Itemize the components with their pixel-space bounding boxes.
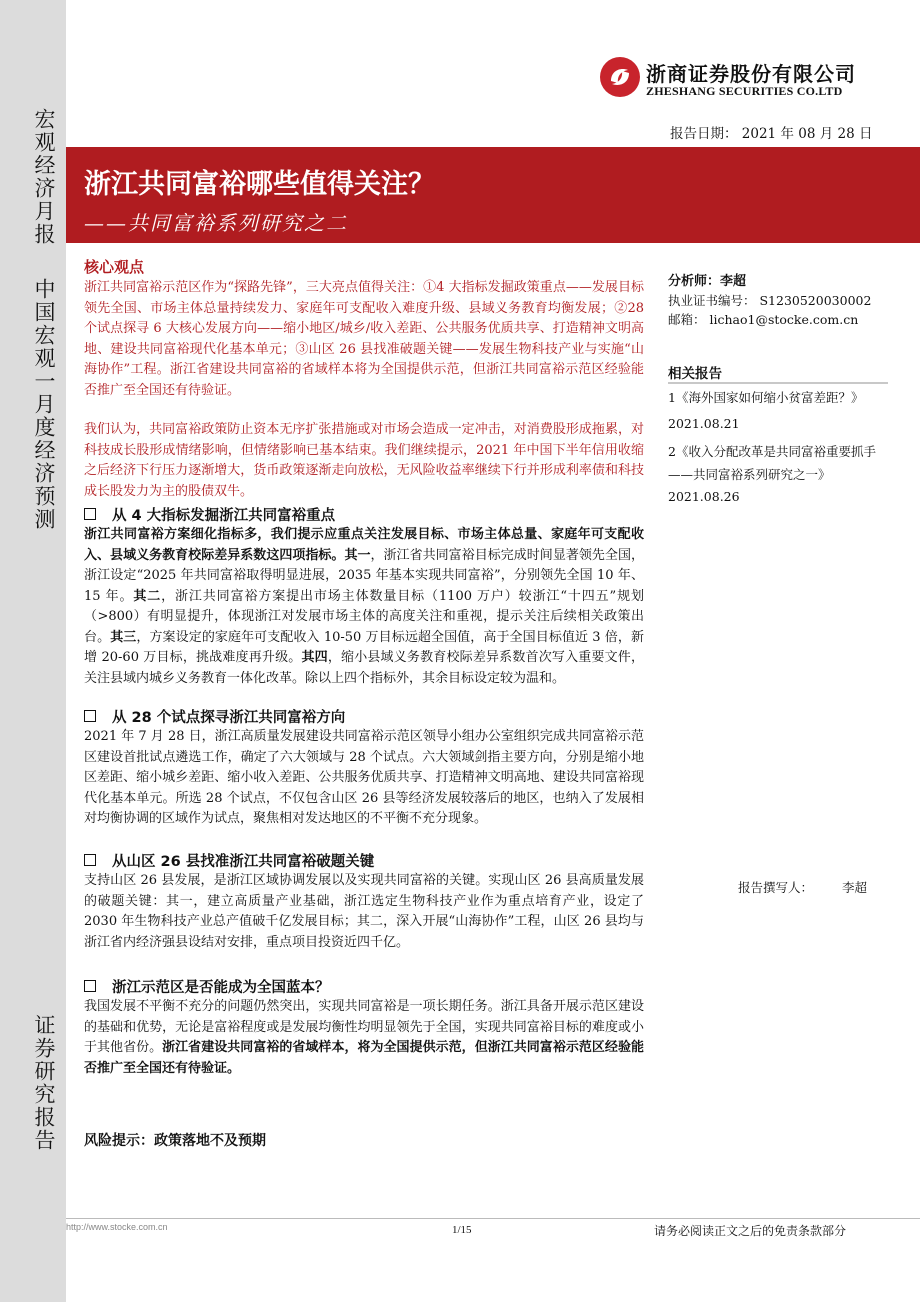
point-text-3: ，方案设定的家庭年可支配收入 10-50 万目标远超全国值，高于全国目标值近 3 倍，新增 20-60 万目标，挑战难度再升级。 <box>84 629 644 665</box>
point-text-1: ，浙江省共同富裕目标完成时间显著领先全国，浙江设定“2025 年共同富裕取得明显进展，2035 年基本实现共同富裕”，分别领先全国 10 年、15 年。 <box>84 547 644 604</box>
report-writer-name: 李超 <box>842 880 868 895</box>
analyst-cert: 执业证书编号： S1230520030002 <box>668 293 872 308</box>
bold-conclusion: 浙江省建设共同富裕的省域样本，将为全国提供示范，但浙江共同富裕示范区经验能否推广至全国还有待验证。 <box>84 1040 644 1076</box>
related-divider <box>668 382 888 384</box>
company-logo-icon <box>600 57 640 97</box>
risk-warning: 风险提示：政策落地不及预期 <box>84 1133 266 1149</box>
checkbox-bullet-icon <box>84 508 96 520</box>
related-report-2-date: 2021.08.26 <box>668 489 740 504</box>
checkbox-bullet-icon <box>84 980 96 992</box>
category-label-bottom: 证券研究报告 <box>32 1014 56 1152</box>
section-body-pilots: 2021 年 7 月 28 日，浙江高质量发展建设共同富裕示范区领导小组办公室组织完成共同富裕示范区建设首批试点遴选工作，确定了六大领域与 28 个试点。六大领域剑指主要方向，分别是缩小地区差距、缩小城乡差距、缩小收入差距、公共服务优质共享、打造精神文明高地、建设共同富裕现代化基本单元。所选 28 个试点，不仅包含山区 26 县等经济发展较落后的地区，也纳入了发展相对均衡协调的区域作为试点，聚焦相对发达地区的不平衡不充分现象。 <box>84 729 644 826</box>
related-report-1-date: 2021.08.21 <box>668 416 740 431</box>
section-heading-national-model <box>84 976 330 997</box>
point-text-2: ，浙江共同富裕方案提出市场主体数量目标（1100 万户）较浙江“十四五”规划（>800）有明显提升，体现浙江对发展市场主体的高度关注和重视，提示关注后续相关政策出台。 <box>84 588 644 645</box>
section-heading-indicators <box>84 504 335 525</box>
company-name-cn: 浙商证券股份有限公司 <box>646 62 856 86</box>
related-report-1-title[interactable]: 1《海外国家如何缩小贫富差距？》 <box>668 390 864 405</box>
point-marker-3: 其三 <box>110 629 137 645</box>
section-heading-text: 从 4 大指标发掘浙江共同富裕重点 <box>112 508 336 524</box>
report-writer-label: 报告撰写人： <box>738 880 814 895</box>
report-date: 报告日期： 2021 年 08 月 28 日 <box>670 126 873 142</box>
category-label-top: 宏观经济月报 <box>32 108 56 246</box>
point-marker-1: 其一 <box>344 547 371 563</box>
company-name-en: ZHESHANG SECURITIES CO.LTD <box>646 84 843 98</box>
category-label-middle: 中国宏观一月度经济预测 <box>32 278 56 531</box>
analyst-email[interactable]: 邮箱： lichao1@stocke.com.cn <box>668 312 859 327</box>
checkbox-bullet-icon <box>84 710 96 722</box>
section-heading-text: 从山区 26 县找准浙江共同富裕破题关键 <box>112 854 375 870</box>
analyst-name: 分析师：李超 <box>668 274 747 289</box>
section-heading-mountain-counties <box>84 850 374 871</box>
body-text: 我国发展不平衡不充分的问题仍然突出，实现共同富裕是一项长期任务。浙江具备开展示范区建设的基础和优势，无论是富裕程度或是发展均衡性均明显领先于全国，实现共同富裕目标的难度或小于其他省份。 <box>84 999 644 1055</box>
point-text-4: ，缩小县域义务教育校际差异系数首次写入重要文件，关注县域内城乡义务教育一体化改革。除以上四个指标外，其余目标设定较为温和。 <box>84 650 644 686</box>
report-subtitle: ——共同富裕系列研究之二 <box>84 211 348 235</box>
footer-divider <box>66 1218 920 1219</box>
core-view-paragraph-1: 浙江共同富裕示范区作为“探路先锋”，三大亮点值得关注：①4 大指标发掘政策重点——发展目标领先全国、市场主体总量持续发力、家庭年可支配收入难度升级、县域义务教育均衡发展；②28 个试点探寻 6 大核心发展方向——缩小地区/城乡/收入差距、公共服务优质共享、打造精神文明高地、建设共同富裕现代化基本单元；③山区 26 县找准破题关键——发展生物科技产业与实施“山海协作”工程。浙江省建设共同富裕的省域样本将为全国提供示范，但浙江共同富裕示范区经验能否推广至全国还有待验证。 <box>84 280 644 398</box>
footer-url[interactable]: http://www.stocke.com.cn <box>66 1222 168 1232</box>
section-body-indicators <box>84 525 644 689</box>
point-marker-4: 其四 <box>301 650 328 665</box>
section-heading-text: 浙江示范区是否能成为全国蓝本？ <box>112 980 330 996</box>
section-heading-text: 从 28 个试点探寻浙江共同富裕方向 <box>112 710 346 726</box>
report-title: 浙江共同富裕哪些值得关注？ <box>84 169 435 200</box>
bold-lead: 浙江共同富裕方案细化指标多，我们提示应重点关注发展目标、市场主体总量、家庭年可支配收入、县域义务教育校际差异系数这四项指标。 <box>84 527 644 563</box>
point-marker-2: 其二 <box>133 588 162 604</box>
related-report-2-title[interactable]: 2《收入分配改革是共同富裕重要抓手——共同富裕系列研究之一》 <box>668 444 876 482</box>
checkbox-bullet-icon <box>84 854 96 866</box>
left-category-strip <box>0 0 66 1302</box>
footer-disclaimer: 请务必阅读正文之后的免责条款部分 <box>654 1224 847 1238</box>
core-view-heading: 核心观点 <box>84 258 145 276</box>
core-view-paragraph-2: 我们认为，共同富裕政策防止资本无序扩张措施或对市场会造成一定冲击，对消费股形成拖累，对科技成长股形成情绪影响，但情绪影响已基本结束。我们继续提示，2021 年中国下半年信用收缩之后经济下行压力逐渐增大，货币政策逐渐走向放松，无风险收益率继续下行并形成利率债和科技成长股发力为主的股债双牛。 <box>84 422 644 499</box>
section-body-national-model <box>84 997 644 1079</box>
section-body-mountain-counties: 支持山区 26 县发展，是浙江区域协调发展以及实现共同富裕的关键。实现山区 26 县高质量发展的破题关键：其一，建立高质量产业基础，浙江选定生物科技产业作为重点培育产业，设定了 2030 年生物科技产业总产值破千亿发展目标；其二，深入开展“山海协作”工程，山区 26 县均与浙江省内经济强县设结对安排，重点项目投资近四千亿。 <box>84 873 644 950</box>
related-reports-heading: 相关报告 <box>668 366 722 382</box>
section-heading-pilots <box>84 706 345 727</box>
page-number: 1/15 <box>452 1224 472 1236</box>
